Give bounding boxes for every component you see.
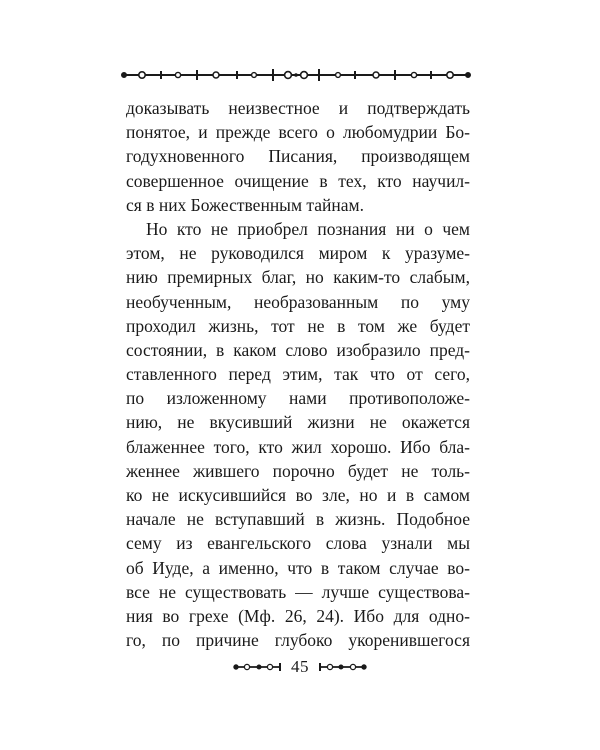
page-footer <box>0 656 600 678</box>
top-ornament-rule <box>120 68 472 82</box>
text-line: об Иуде, а именно, что в таком случае во- <box>126 557 470 578</box>
text-line: совершенное очищение в тех, кто научил- <box>126 170 470 191</box>
body-text <box>126 96 470 652</box>
text-line: необученным, необразованным по уму <box>126 291 470 312</box>
text-line: Но кто не приобрел познания ни о чем <box>146 218 470 239</box>
text-line: все не существовать — лучше существова- <box>126 581 470 602</box>
text-line: нию премирных благ, но каким-то слабым, <box>126 267 470 288</box>
text-line: доказывать неизвестное и подтверждать <box>126 98 470 118</box>
text-line: ния во грехе (Мф. 26, 24). Ибо для одно- <box>126 605 470 626</box>
left-footer-ornament <box>233 662 283 672</box>
text-line: проходил жизнь, тот не в том же будет <box>126 315 470 336</box>
text-line: го, по причине глубоко укоренившегося <box>126 630 470 651</box>
page-number: 45 <box>291 657 309 676</box>
text-line: понятое, и прежде всего о любомудрии Бо- <box>126 122 470 143</box>
text-line: годухновенного Писания, производящем <box>126 146 470 167</box>
text-line: по изложенному нами противоположе- <box>126 388 470 409</box>
text-line: начале не вступавший в жизнь. Подобное <box>126 509 470 530</box>
text-line: ставленного перед этим, так что от сего, <box>126 364 470 385</box>
text-line: нию, не вкусивший жизни не окажется <box>126 412 470 433</box>
text-line: блаженнее того, кто жил хорошо. Ибо бла- <box>126 436 470 457</box>
text-line: этом, не руководился миром к уразуме- <box>126 243 470 264</box>
text-line: ся в них Божественным тайнам. <box>126 194 364 215</box>
right-footer-ornament <box>317 662 367 672</box>
text-line: ко не искусившийся во зле, но и в самом <box>126 485 470 505</box>
text-line: состоянии, в каком слово изобразило пред- <box>126 339 470 360</box>
text-line: женнее жившего порочно будет не толь- <box>126 460 470 481</box>
text-line: сему из евангельского слова узнали мы <box>126 533 470 554</box>
